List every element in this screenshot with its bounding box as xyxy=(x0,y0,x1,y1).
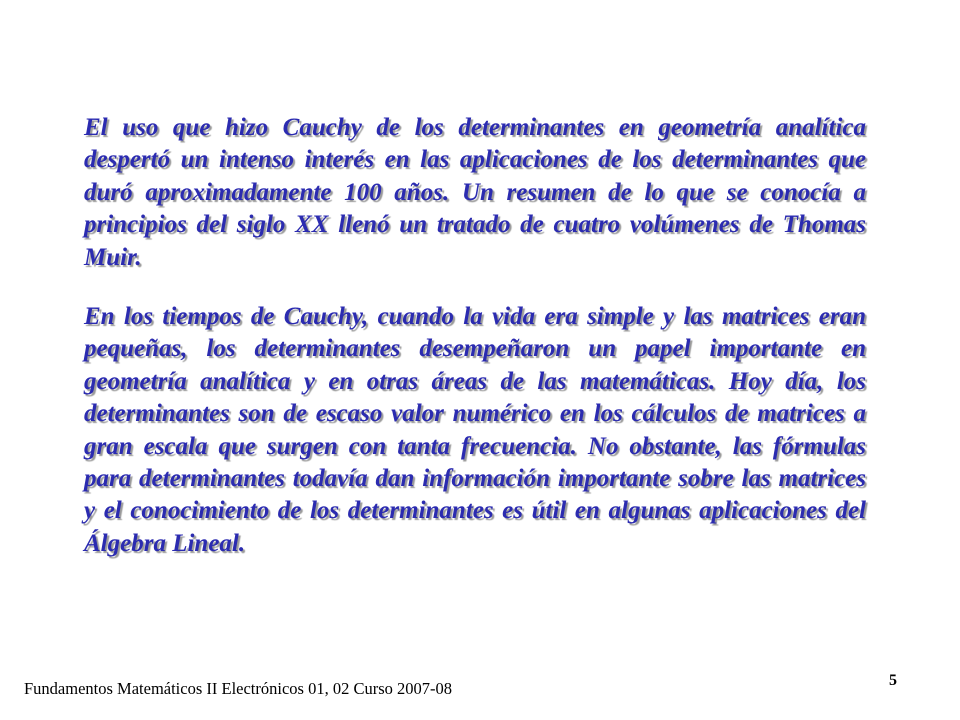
paragraph-determinants-today: En los tiempos de Cauchy, cuando la vida era simple y las matrices eran pequeñas, los determinantes desempeñaron un papel importante en geometría analítica y en otras áreas de las matemáticas. Hoy día, los determinantes son de escaso valor numérico en los cálculos de matrices a gran escala que surgen con tanta frecuencia. No obstante, las fórmulas para determinantes todavía dan información importante sobre las matrices y el conocimiento de los determinantes es útil en algunas aplicaciones del Álgebra Lineal. xyxy=(84,303,866,557)
paragraph-cauchy-history: El uso que hizo Cauchy de los determinantes en geometría analítica despertó un intenso interés en las aplicaciones de los determinantes que duró aproximadamente 100 años. Un resumen de lo que se conocía a principios del siglo XX llenó un tratado de cuatro volúmenes de Thomas Muir. xyxy=(84,114,866,271)
page-number: 5 xyxy=(889,672,897,689)
slide-body xyxy=(84,112,866,560)
footer-course-label: Fundamentos Matemáticos II Electrónicos 01, 02 Curso 2007-08 xyxy=(24,679,453,698)
